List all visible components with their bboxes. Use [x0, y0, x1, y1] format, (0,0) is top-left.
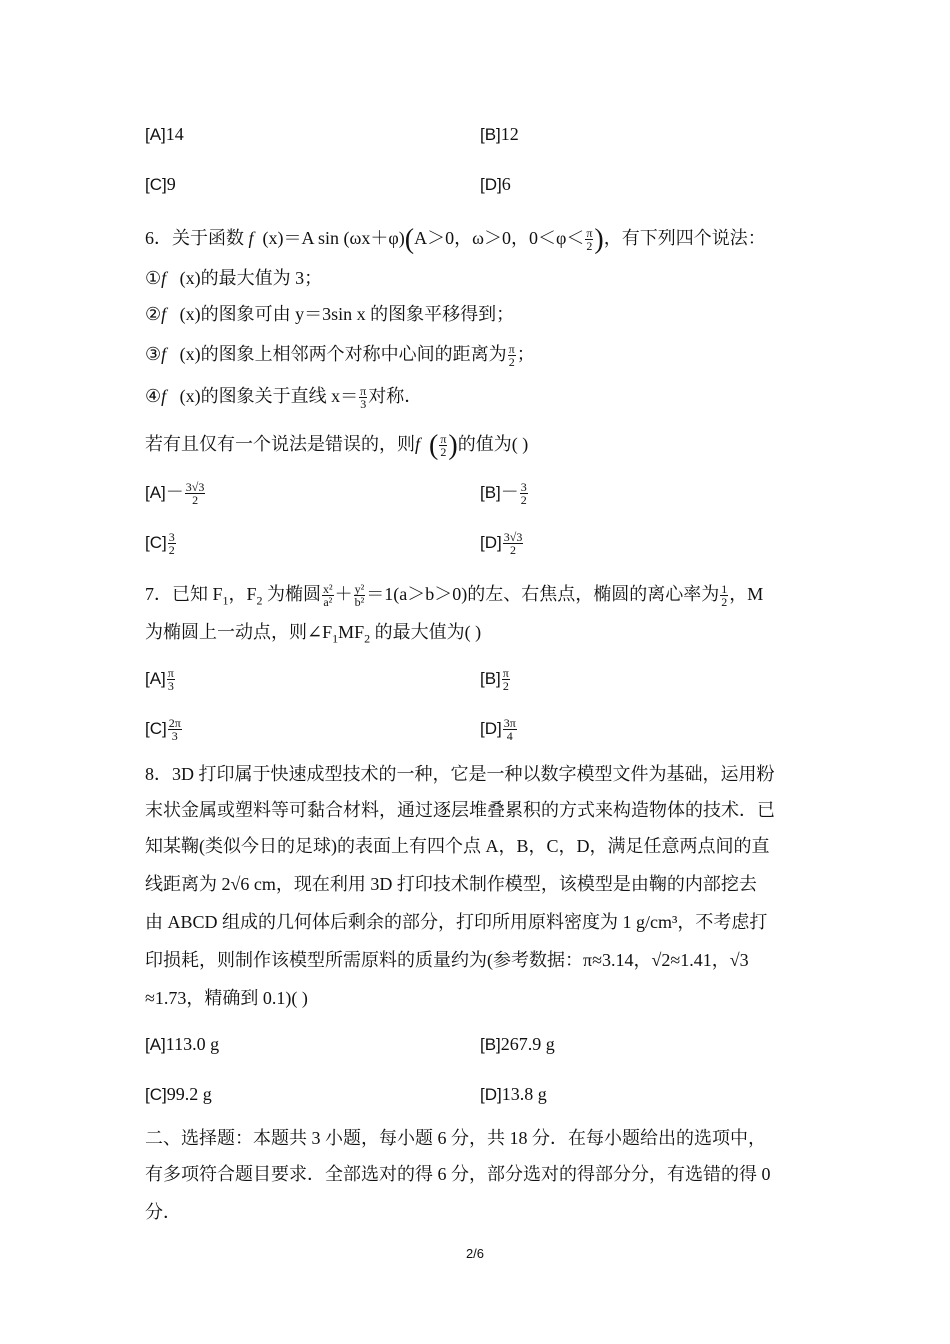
q6-option-a: [A]－ $\frac{3√3}{2}$ [145, 480, 205, 508]
section2-line-3: 分． [145, 1202, 181, 1222]
question-number: 6． [145, 228, 172, 248]
q6-statement-1: ①f (x)的最大值为 3； [145, 268, 323, 288]
q8-option-c: [C]99.2 g [145, 1084, 212, 1104]
section2-line-1: 二、选择题：本题共 3 小题，每小题 6 分，共 18 分．在每小题给出的选项中， [145, 1128, 766, 1148]
fraction: $\frac{1}{2}$ [721, 582, 728, 610]
option-label: [D] [480, 175, 502, 194]
q6-tail: ，有下列四个说法： [603, 228, 766, 248]
option-value: 9 [166, 174, 176, 194]
q8-line-6: 印损耗，则制作该模型所需原料的质量约为(参考数据：π≈3.14，√2≈1.41，√3 [145, 950, 749, 970]
q6-statement-3: ③f (x)的图象上相邻两个对称中心间的距离为 $\frac{\pi}{2}$ ； [145, 342, 535, 370]
q5-option-b [480, 122, 519, 147]
fraction: $\frac{3\pi}{4}$ [503, 716, 516, 744]
fraction: $\frac{3√3}{2}$ [185, 480, 205, 508]
option-label: [C] [145, 175, 167, 194]
paren-right: ) [594, 223, 604, 255]
fraction: $\frac{\pi}{3}$ [360, 384, 367, 412]
func-name: f [248, 228, 254, 248]
q6-option-d: [D] $\frac{3√3}{2}$ [480, 530, 523, 558]
q8-option-a: [A]113.0 g [145, 1034, 220, 1054]
section2-line-2: 有多项符合题目要求．全部选对的得 6 分，部分选对的得部分分，有选错的得 0 [145, 1164, 771, 1184]
fraction: $\frac{3}{2}$ [520, 480, 527, 508]
q8-line-2: 末状金属或塑料等可黏合材料，通过逐层堆叠累积的方式来构造物体的技术．已 [145, 800, 775, 820]
option-label: [B] [480, 125, 501, 144]
q5-option-a [145, 122, 184, 147]
fraction: $\frac{\pi}{3}$ [167, 666, 174, 694]
q6-stem [145, 223, 810, 255]
q7-stem-line-2: 为椭圆上一动点，则$\angle F_1MF_2$ 的最大值为( ) [145, 622, 482, 646]
q8-line-7: ≈1.73，精确到 0.1)( ) [145, 988, 308, 1008]
q8-option-d: [D]13.8 g [480, 1084, 547, 1104]
q8-line-4: 线距离为 2√6 cm，现在利用 3D 打印技术制作模型，该模型是由鞠的内部挖去 [145, 874, 757, 894]
option-label: [A] [145, 125, 166, 144]
q6-option-c: [C] $\frac{3}{2}$ [145, 530, 175, 558]
q6-statement-2: ②f (x)的图象可由 y＝3sin x 的图象平移得到； [145, 304, 515, 324]
fraction: $\frac{\pi}{2}$ [440, 432, 447, 460]
q5-option-c [145, 172, 176, 197]
q7-option-d: [D] $\frac{3\pi}{4}$ [480, 716, 516, 744]
fraction: $\frac{\pi}{2}$ [502, 666, 509, 694]
q8-line-5: 由 ABCD 组成的几何体后剩余的部分，打印所用原料密度为 1 g/cm³，不考虑打 [145, 912, 768, 932]
fraction: $\frac{2\pi}{3}$ [168, 716, 181, 744]
q7-option-b: [B] $\frac{\pi}{2}$ [480, 666, 509, 694]
q8-option-b: [B]267.9 g [480, 1034, 555, 1054]
option-value: 6 [501, 174, 511, 194]
fraction: $\frac{3√3}{2}$ [503, 530, 523, 558]
q7-stem-line-1: 7．已知 $F_1$，$F_2$ 为椭圆 $\frac{\text{x²}}{\text{a²}}$ ＋ $\frac{\text{y²}}{\text{b²}}$ ＝1(a＞b＞0)的左、右焦点，椭圆的离心率为 $\frac{1}{2}$ ，M [145, 582, 764, 610]
q6-question: 若有且仅有一个说法是错误的，则f ( $\frac{\pi}{2}$ )的值为( ) [145, 429, 529, 461]
fraction: $\frac{\pi}{2}$ [586, 226, 593, 254]
option-value: 12 [500, 124, 519, 144]
q6-statement-4: ④f (x)的图象关于直线 x＝ $\frac{\pi}{3}$ 对称． [145, 384, 423, 412]
q6-intro: 关于函数 [172, 228, 244, 248]
q6-option-b: [B]－ $\frac{3}{2}$ [480, 480, 527, 508]
q7-option-a: [A] $\frac{\pi}{3}$ [145, 666, 174, 694]
q7-option-c: [C] $\frac{2\pi}{3}$ [145, 716, 181, 744]
q5-option-d [480, 172, 511, 197]
fraction: $\frac{\pi}{2}$ [508, 342, 515, 370]
func-conditions: A＞0，ω＞0，0＜φ＜ [414, 228, 585, 248]
paren-left: ( [404, 223, 415, 255]
fraction: $\frac{\text{x²}}{\text{a²}}$ [323, 582, 333, 610]
fraction: $\frac{3}{2}$ [168, 530, 175, 558]
page-number: 2/6 [465, 1246, 485, 1261]
fraction: $\frac{\text{y²}}{\text{b²}}$ [354, 582, 365, 610]
func-arg: (x) [262, 228, 284, 248]
func-expression: ＝A sin (ωx＋φ) [283, 228, 405, 248]
q8-line-3: 知某鞠(类似今日的足球)的表面上有四个点 A，B，C，D，满足任意两点间的直 [145, 836, 770, 856]
option-value: 14 [165, 124, 184, 144]
q8-line-1: 8．3D 打印属于快速成型技术的一种，它是一种以数字模型文件为基础，运用粉 [145, 764, 775, 784]
